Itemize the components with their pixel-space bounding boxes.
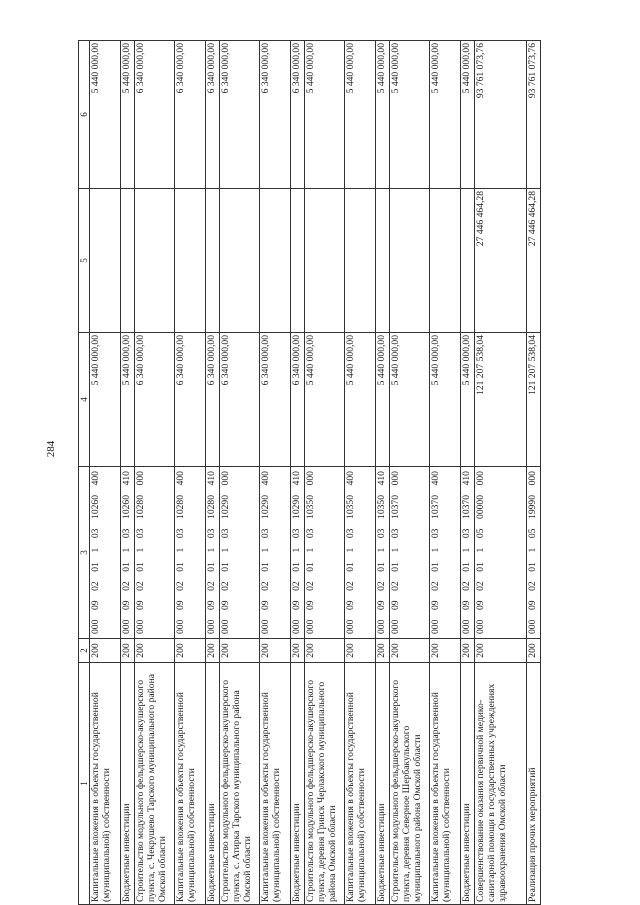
row-code: 200 <box>475 639 527 663</box>
row-col6: 5 440 000,00 <box>121 41 135 189</box>
kbk-part: 10370 <box>430 494 442 519</box>
kbk-part: 03 <box>90 528 102 539</box>
row-col6: 5 440 000,00 <box>345 41 376 189</box>
table-row <box>206 41 220 905</box>
kbk-part: 1 <box>461 547 473 553</box>
kbk-part: 10280 <box>135 494 147 519</box>
kbk-part: 10290 <box>220 494 232 519</box>
kbk-codes <box>390 469 401 636</box>
row-col4: 5 440 000,00 <box>345 333 376 467</box>
row-col5 <box>461 189 475 333</box>
row-kbk <box>206 467 220 639</box>
kbk-part: 01 <box>376 562 388 572</box>
kbk-codes <box>376 469 387 636</box>
kbk-part: 000 <box>121 619 133 634</box>
kbk-part: 09 <box>121 600 133 611</box>
row-name: Совершенствование оказания первичной медико-санитарной помощи в государственных учреждениях здравоохранения Омской области <box>475 663 527 905</box>
row-col4: 6 340 000,00 <box>260 333 291 467</box>
col-header-4: 4 <box>79 333 90 467</box>
row-kbk <box>291 467 305 639</box>
row-col6: 6 340 000,00 <box>135 41 175 189</box>
row-kbk <box>220 467 260 639</box>
row-col4: 6 340 000,00 <box>175 333 206 467</box>
kbk-part: 1 <box>305 547 317 553</box>
table-row <box>527 41 541 905</box>
kbk-part: 1 <box>390 547 402 553</box>
kbk-part: 10290 <box>291 494 303 519</box>
row-col4: 6 340 000,00 <box>206 333 220 467</box>
kbk-part: 10370 <box>390 494 402 519</box>
row-col6: 5 440 000,00 <box>90 41 121 189</box>
kbk-part: 03 <box>260 528 272 539</box>
kbk-part: 01 <box>305 562 317 572</box>
kbk-part: 01 <box>206 562 218 572</box>
row-name: Капитальные вложения в объекты государственной (муниципальной) собственности <box>90 663 121 905</box>
row-code: 200 <box>461 639 475 663</box>
row-col4: 5 440 000,00 <box>376 333 390 467</box>
kbk-codes <box>260 469 271 636</box>
row-col5 <box>345 189 376 333</box>
row-col6: 6 340 000,00 <box>175 41 206 189</box>
kbk-part: 01 <box>175 562 187 572</box>
kbk-part: 410 <box>121 471 133 486</box>
kbk-part: 03 <box>376 528 388 539</box>
row-col5 <box>220 189 260 333</box>
kbk-part: 02 <box>260 581 272 591</box>
col-header-5: 5 <box>79 189 90 333</box>
kbk-part: 02 <box>291 581 303 591</box>
kbk-part: 02 <box>206 581 218 591</box>
row-col4: 121 207 538,04 <box>475 333 527 467</box>
kbk-part: 02 <box>345 581 357 591</box>
row-col6: 5 440 000,00 <box>461 41 475 189</box>
kbk-part: 05 <box>527 528 539 539</box>
row-kbk <box>390 467 430 639</box>
kbk-part: 10350 <box>305 494 317 519</box>
row-kbk <box>527 467 541 639</box>
row-name: Бюджетные инвестиции <box>206 663 220 905</box>
kbk-part: 02 <box>135 581 147 591</box>
kbk-part: 02 <box>175 581 187 591</box>
kbk-part: 1 <box>376 547 388 553</box>
kbk-part: 02 <box>430 581 442 591</box>
row-col6: 6 340 000,00 <box>260 41 291 189</box>
table-row <box>305 41 345 905</box>
kbk-codes <box>527 469 538 636</box>
row-code: 200 <box>90 639 121 663</box>
kbk-part: 410 <box>291 471 303 486</box>
row-kbk <box>305 467 345 639</box>
row-col6: 5 440 000,00 <box>390 41 430 189</box>
row-col4: 5 440 000,00 <box>305 333 345 467</box>
kbk-part: 03 <box>305 528 317 539</box>
col-header-1: 1 <box>79 663 90 905</box>
kbk-part: 000 <box>135 471 147 486</box>
row-col5 <box>175 189 206 333</box>
row-col4: 5 440 000,00 <box>430 333 461 467</box>
kbk-part: 03 <box>345 528 357 539</box>
row-code: 200 <box>527 639 541 663</box>
row-col4: 6 340 000,00 <box>135 333 175 467</box>
table-row <box>345 41 376 905</box>
row-kbk <box>175 467 206 639</box>
row-col6: 6 340 000,00 <box>206 41 220 189</box>
row-code: 200 <box>206 639 220 663</box>
kbk-part: 02 <box>220 581 232 591</box>
kbk-part: 01 <box>291 562 303 572</box>
kbk-part: 01 <box>345 562 357 572</box>
kbk-part: 03 <box>390 528 402 539</box>
row-code: 200 <box>305 639 345 663</box>
row-name: Капитальные вложения в объекты государственной (муниципальной) собственности <box>345 663 376 905</box>
row-col5 <box>135 189 175 333</box>
kbk-part: 03 <box>206 528 218 539</box>
table-row <box>260 41 291 905</box>
kbk-part: 01 <box>461 562 473 572</box>
kbk-part: 00000 <box>475 494 487 519</box>
row-col4: 5 440 000,00 <box>390 333 430 467</box>
kbk-part: 000 <box>305 619 317 634</box>
table-row <box>376 41 390 905</box>
kbk-codes <box>206 469 217 636</box>
kbk-part: 000 <box>175 619 187 634</box>
row-kbk <box>376 467 390 639</box>
kbk-part: 410 <box>376 471 388 486</box>
kbk-part: 400 <box>345 471 357 486</box>
kbk-codes <box>305 469 316 636</box>
row-name: Строительство модульного фельдшерско-акушерского пункта, деревня Гринск Черлакского муниципального района Омской области <box>305 663 345 905</box>
row-kbk <box>475 467 527 639</box>
kbk-part: 1 <box>527 547 539 553</box>
kbk-part: 09 <box>206 600 218 611</box>
table-row <box>135 41 175 905</box>
kbk-codes <box>291 469 302 636</box>
kbk-part: 03 <box>121 528 133 539</box>
row-name: Строительство модульного фельдшерско-акушерского пункта, с. Чекрушево Тарского муниципального района Омской области <box>135 663 175 905</box>
row-code: 200 <box>430 639 461 663</box>
kbk-part: 10280 <box>175 494 187 519</box>
kbk-part: 09 <box>475 600 487 611</box>
kbk-part: 09 <box>90 600 102 611</box>
kbk-part: 000 <box>206 619 218 634</box>
kbk-part: 10260 <box>90 494 102 519</box>
row-name: Строительство модульного фельдшерско-акушерского пункта, деревня Северное Шербакульского муниципального района Омской области <box>390 663 430 905</box>
row-col5: 27 446 464,28 <box>475 189 527 333</box>
table-row <box>430 41 461 905</box>
table-row <box>390 41 430 905</box>
kbk-part: 02 <box>90 581 102 591</box>
kbk-part: 1 <box>220 547 232 553</box>
kbk-part: 400 <box>175 471 187 486</box>
kbk-part: 10260 <box>121 494 133 519</box>
row-col6: 5 440 000,00 <box>305 41 345 189</box>
kbk-codes <box>135 469 146 636</box>
kbk-part: 01 <box>475 562 487 572</box>
row-code: 200 <box>135 639 175 663</box>
row-col5 <box>90 189 121 333</box>
kbk-part: 000 <box>475 471 487 486</box>
row-col5: 27 446 464,28 <box>527 189 541 333</box>
kbk-part: 400 <box>430 471 442 486</box>
kbk-part: 1 <box>175 547 187 553</box>
row-kbk <box>345 467 376 639</box>
row-name: Капитальные вложения в объекты государственной (муниципальной) собственности <box>175 663 206 905</box>
row-kbk <box>461 467 475 639</box>
row-col4: 5 440 000,00 <box>121 333 135 467</box>
row-col6: 6 340 000,00 <box>220 41 260 189</box>
kbk-part: 000 <box>345 619 357 634</box>
kbk-part: 10350 <box>376 494 388 519</box>
kbk-part: 000 <box>291 619 303 634</box>
row-kbk <box>135 467 175 639</box>
kbk-codes <box>461 469 472 636</box>
row-col6: 6 340 000,00 <box>291 41 305 189</box>
kbk-part: 000 <box>220 619 232 634</box>
kbk-part: 10350 <box>345 494 357 519</box>
kbk-part: 03 <box>291 528 303 539</box>
kbk-part: 01 <box>260 562 272 572</box>
row-col6: 5 440 000,00 <box>430 41 461 189</box>
row-kbk <box>430 467 461 639</box>
kbk-part: 09 <box>260 600 272 611</box>
kbk-part: 09 <box>291 600 303 611</box>
row-kbk <box>90 467 121 639</box>
header-row <box>79 41 90 905</box>
row-col5 <box>206 189 220 333</box>
kbk-codes <box>430 469 441 636</box>
row-name: Строительство модульного фельдшерско-акушерского пункта, с. Атирка Тарского муниципального района Омской области <box>220 663 260 905</box>
kbk-part: 01 <box>121 562 133 572</box>
row-col4: 5 440 000,00 <box>461 333 475 467</box>
row-name: Капитальные вложения в объекты государственной (муниципальной) собственности <box>260 663 291 905</box>
kbk-codes <box>121 469 132 636</box>
kbk-part: 000 <box>461 619 473 634</box>
table-row <box>121 41 135 905</box>
row-name: Бюджетные инвестиции <box>376 663 390 905</box>
row-col4: 121 207 538,04 <box>527 333 541 467</box>
kbk-part: 09 <box>220 600 232 611</box>
kbk-part: 03 <box>430 528 442 539</box>
kbk-part: 000 <box>430 619 442 634</box>
row-col5 <box>430 189 461 333</box>
kbk-codes <box>475 469 486 636</box>
row-col5 <box>291 189 305 333</box>
kbk-part: 000 <box>90 619 102 634</box>
row-col4: 6 340 000,00 <box>291 333 305 467</box>
kbk-part: 03 <box>461 528 473 539</box>
col-header-2: 2 <box>79 639 90 663</box>
kbk-part: 000 <box>390 471 402 486</box>
row-name: Бюджетные инвестиции <box>291 663 305 905</box>
kbk-part: 01 <box>430 562 442 572</box>
kbk-part: 1 <box>260 547 272 553</box>
kbk-part: 03 <box>175 528 187 539</box>
kbk-part: 1 <box>345 547 357 553</box>
kbk-part: 19990 <box>527 494 539 519</box>
kbk-part: 03 <box>135 528 147 539</box>
kbk-codes <box>90 469 101 636</box>
kbk-codes <box>175 469 186 636</box>
kbk-part: 1 <box>430 547 442 553</box>
row-code: 200 <box>376 639 390 663</box>
row-code: 200 <box>260 639 291 663</box>
row-name: Капитальные вложения в объекты государственной (муниципальной) собственности <box>430 663 461 905</box>
kbk-part: 02 <box>461 581 473 591</box>
kbk-part: 09 <box>135 600 147 611</box>
row-kbk <box>121 467 135 639</box>
kbk-part: 09 <box>376 600 388 611</box>
kbk-part: 02 <box>390 581 402 591</box>
table-row <box>461 41 475 905</box>
kbk-part: 000 <box>220 471 232 486</box>
kbk-part: 02 <box>305 581 317 591</box>
row-col5 <box>121 189 135 333</box>
kbk-part: 01 <box>527 562 539 572</box>
row-col5 <box>260 189 291 333</box>
table-row <box>475 41 527 905</box>
kbk-part: 1 <box>475 547 487 553</box>
row-name: Бюджетные инвестиции <box>121 663 135 905</box>
row-col4: 5 440 000,00 <box>90 333 121 467</box>
kbk-part: 000 <box>376 619 388 634</box>
row-col5 <box>305 189 345 333</box>
row-col4: 6 340 000,00 <box>220 333 260 467</box>
kbk-part: 01 <box>390 562 402 572</box>
kbk-part: 410 <box>206 471 218 486</box>
kbk-part: 000 <box>305 471 317 486</box>
kbk-part: 000 <box>390 619 402 634</box>
kbk-part: 10280 <box>206 494 218 519</box>
kbk-codes <box>345 469 356 636</box>
row-code: 200 <box>121 639 135 663</box>
kbk-codes <box>220 469 231 636</box>
row-kbk <box>260 467 291 639</box>
kbk-part: 09 <box>461 600 473 611</box>
row-name: Реализация прочих мероприятий <box>527 663 541 905</box>
kbk-part: 09 <box>527 600 539 611</box>
row-col5 <box>390 189 430 333</box>
table-container <box>78 36 603 905</box>
row-col6: 93 761 073,76 <box>527 41 541 189</box>
kbk-part: 09 <box>345 600 357 611</box>
kbk-part: 01 <box>135 562 147 572</box>
row-code: 200 <box>345 639 376 663</box>
table-row <box>175 41 206 905</box>
kbk-part: 410 <box>461 471 473 486</box>
row-col6: 5 440 000,00 <box>376 41 390 189</box>
col-header-3: 3 <box>79 467 90 639</box>
kbk-part: 09 <box>390 600 402 611</box>
kbk-part: 02 <box>121 581 133 591</box>
kbk-part: 02 <box>527 581 539 591</box>
kbk-part: 1 <box>90 547 102 553</box>
kbk-part: 000 <box>475 619 487 634</box>
kbk-part: 10370 <box>461 494 473 519</box>
kbk-part: 09 <box>175 600 187 611</box>
kbk-part: 01 <box>90 562 102 572</box>
kbk-part: 02 <box>376 581 388 591</box>
kbk-part: 1 <box>121 547 133 553</box>
rotated-page <box>78 36 603 905</box>
kbk-part: 000 <box>527 619 539 634</box>
kbk-part: 000 <box>527 471 539 486</box>
row-code: 200 <box>291 639 305 663</box>
kbk-part: 000 <box>260 619 272 634</box>
budget-table <box>78 40 541 905</box>
kbk-part: 09 <box>305 600 317 611</box>
table-row <box>220 41 260 905</box>
kbk-part: 1 <box>135 547 147 553</box>
kbk-part: 1 <box>291 547 303 553</box>
kbk-part: 02 <box>475 581 487 591</box>
row-code: 200 <box>390 639 430 663</box>
col-header-6: 6 <box>79 41 90 189</box>
kbk-part: 1 <box>206 547 218 553</box>
row-code: 200 <box>175 639 206 663</box>
page-number: 284 <box>45 440 57 458</box>
row-col5 <box>376 189 390 333</box>
kbk-part: 10290 <box>260 494 272 519</box>
kbk-part: 400 <box>90 471 102 486</box>
kbk-part: 03 <box>220 528 232 539</box>
row-name: Бюджетные инвестиции <box>461 663 475 905</box>
kbk-part: 01 <box>220 562 232 572</box>
table-row <box>90 41 121 905</box>
row-code: 200 <box>220 639 260 663</box>
row-col6: 93 761 073,76 <box>475 41 527 189</box>
kbk-part: 09 <box>430 600 442 611</box>
kbk-part: 000 <box>135 619 147 634</box>
kbk-part: 05 <box>475 528 487 539</box>
kbk-part: 400 <box>260 471 272 486</box>
table-row <box>291 41 305 905</box>
